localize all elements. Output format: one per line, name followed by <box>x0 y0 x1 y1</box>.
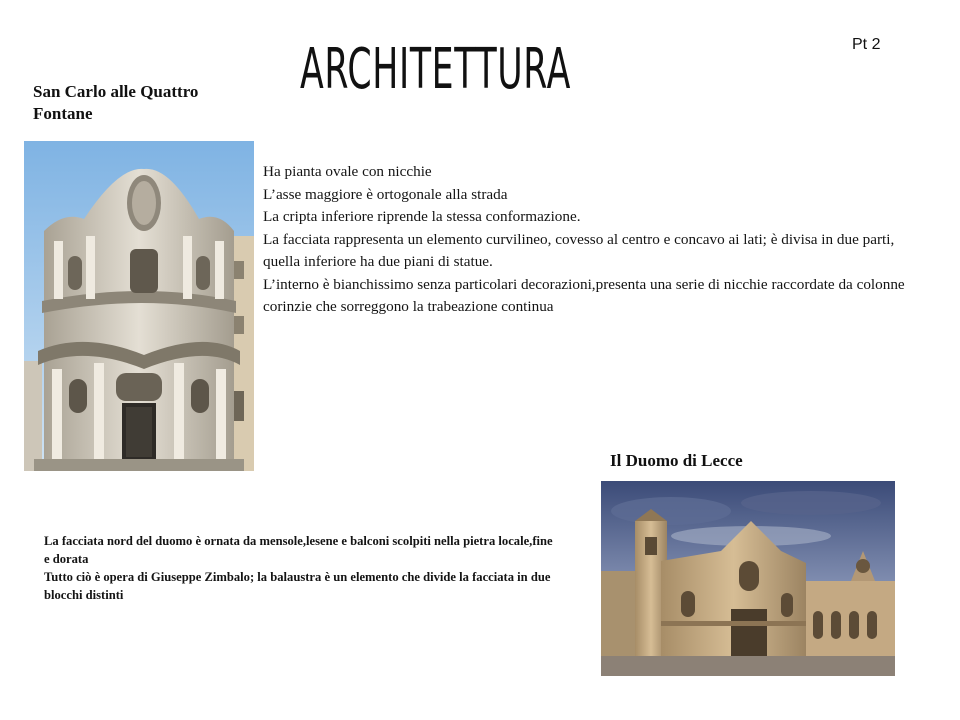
san-carlo-facade-image <box>24 141 254 471</box>
duomo-lecce-photo <box>601 481 895 676</box>
description-line: L’interno è bianchissimo senza particolari decorazioni,presenta una serie di nicchie raccordate da colonne corinzie che sorreggono la trabeazione continua <box>263 275 905 315</box>
description-line: L’asse maggiore è ortogonale alla strada <box>263 185 508 203</box>
part-label: Pt 2 <box>852 36 881 53</box>
san-carlo-description <box>263 161 935 319</box>
description-line: La facciata nord del duomo è ornata da mensole,lesene e balconi scolpiti nella pietra locale,fine e dorata <box>44 534 553 566</box>
san-carlo-heading: San Carlo alle Quattro Fontane <box>33 82 199 123</box>
duomo-lecce-heading: Il Duomo di Lecce <box>610 451 743 470</box>
duomo-lecce-description <box>44 532 554 604</box>
description-line: La cripta inferiore riprende la stessa conformazione. <box>263 208 581 225</box>
description-line: Tutto ciò è opera di Giuseppe Zimbalo; la balaustra è un elemento che divide la facciata in due blocchi distinti <box>44 570 551 602</box>
duomo-lecce-image <box>601 481 895 676</box>
description-line: La facciata rappresenta un elemento curvilineo, covesso al centro e concavo ai lati; è divisa in due parti, quella inferiore ha due piani di statue. <box>263 230 895 270</box>
description-line: Ha pianta ovale con nicchie <box>263 163 432 180</box>
page-title: ARCHITETTURA <box>300 37 572 102</box>
san-carlo-photo <box>24 141 254 471</box>
